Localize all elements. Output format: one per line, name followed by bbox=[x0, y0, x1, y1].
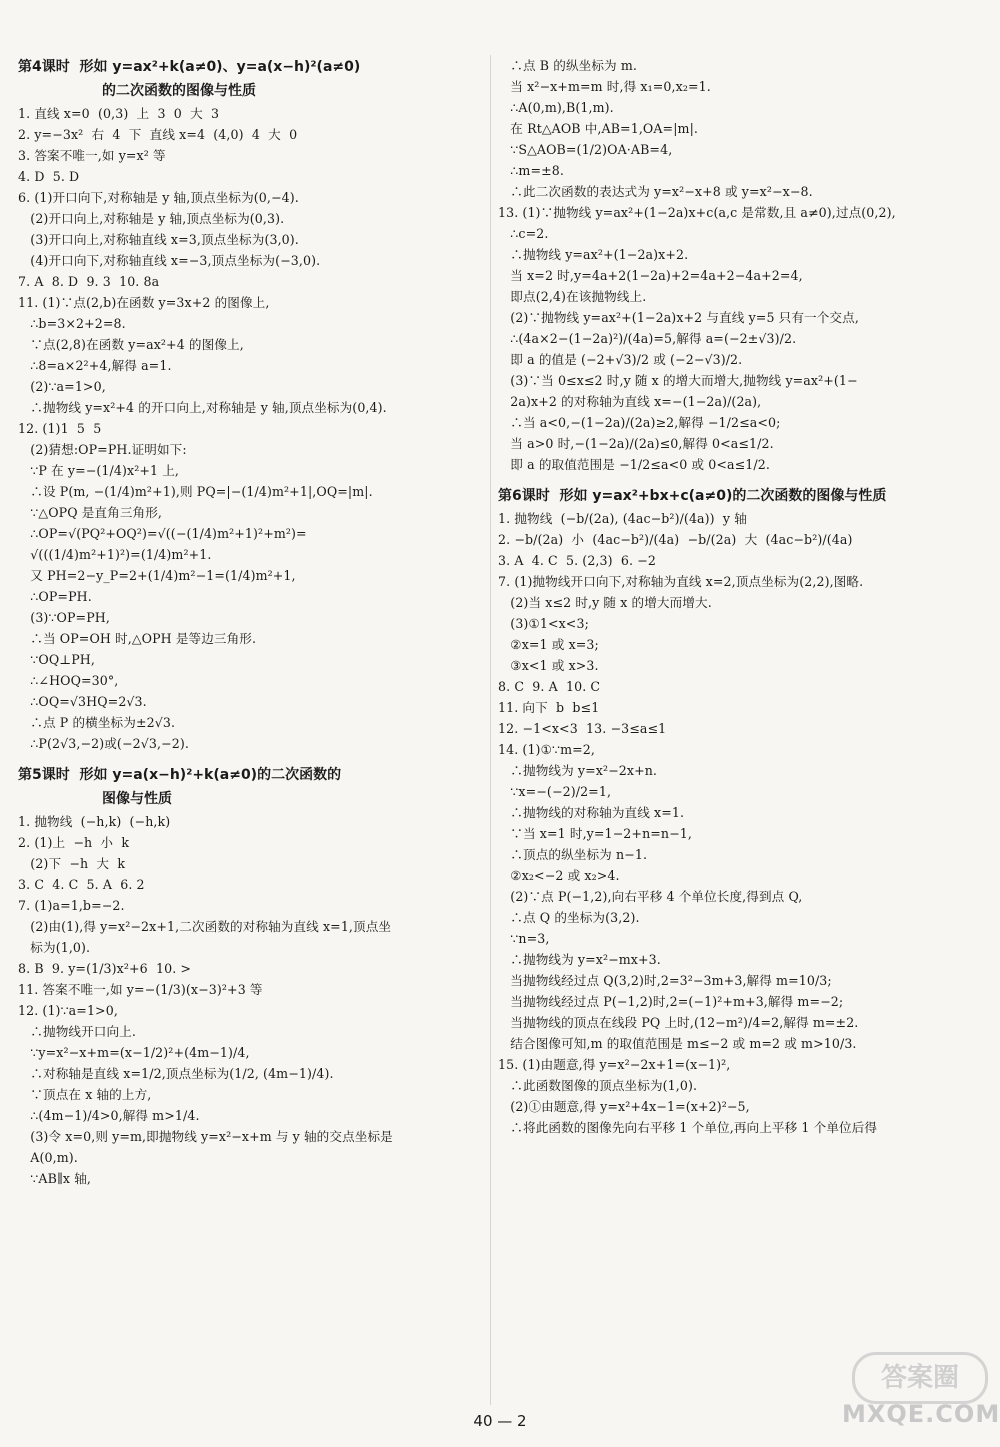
answer-line: 1. 抛物线 (−h,k) (−h,k) bbox=[18, 814, 171, 829]
lesson-6-heading: 第6课时 形如 y=ax²+bx+c(a≠0)的二次函数的图像与性质 bbox=[498, 488, 887, 504]
answer-line: 当抛物线经过点 P(−1,2)时,2=(−1)²+m+3,解得 m=−2; bbox=[498, 994, 844, 1009]
answer-line: 当 x²−x+m=m 时,得 x₁=0,x₂=1. bbox=[498, 79, 711, 94]
answer-line: 11. 答案不唯一,如 y=−(1/3)(x−3)²+3 等 bbox=[18, 982, 263, 997]
answer-line: ∴点 Q 的坐标为(3,2). bbox=[498, 910, 640, 925]
watermark bbox=[842, 1352, 1000, 1442]
answer-line: 7. A 8. D 9. 3 10. 8a bbox=[18, 274, 160, 289]
answer-line: ∴OP=PH. bbox=[18, 589, 92, 604]
answer-line: 7. (1)a=1,b=−2. bbox=[18, 898, 125, 913]
answer-line: 3. A 4. C 5. (2,3) 6. −2 bbox=[498, 553, 656, 568]
answer-line: (4)开口向下,对称轴直线 x=−3,顶点坐标为(−3,0). bbox=[18, 253, 321, 268]
answer-line: ∵当 x=1 时,y=1−2+n=n−1, bbox=[498, 826, 693, 841]
answer-line: 即 a 的值是 (−2+√3)/2 或 (−2−√3)/2. bbox=[498, 352, 743, 367]
watermark-logo: 答案圈 bbox=[852, 1352, 988, 1404]
answer-line: 4. D 5. D bbox=[18, 169, 80, 184]
answer-line: 11. (1)∵点(2,b)在函数 y=3x+2 的图像上, bbox=[18, 295, 270, 310]
answer-line: 15. (1)由题意,得 y=x²−2x+1=(x−1)², bbox=[498, 1057, 731, 1072]
answer-line: √(((1/4)m²+1)²)=(1/4)m²+1. bbox=[18, 547, 212, 562]
answer-line: 即点(2,4)在该抛物线上. bbox=[498, 289, 647, 304]
answer-line: ∴当 a<0,−(1−2a)/(2a)≥2,解得 −1/2≤a<0; bbox=[498, 415, 781, 430]
answer-line: 12. −1<x<3 13. −3≤a≤1 bbox=[498, 721, 667, 736]
answer-line: 2. (1)上 −h 小 k bbox=[18, 835, 130, 850]
answer-line: ∴c=2. bbox=[498, 226, 549, 241]
answer-line: (2)开口向上,对称轴是 y 轴,顶点坐标为(0,3). bbox=[18, 211, 285, 226]
answer-line: ∵顶点在 x 轴的上方, bbox=[18, 1087, 152, 1102]
left-column bbox=[18, 55, 484, 1407]
answer-line: ∴∠HOQ=30°, bbox=[18, 673, 119, 688]
answer-line: (3)令 x=0,则 y=m,即抛物线 y=x²−x+m 与 y 轴的交点坐标是 bbox=[18, 1129, 393, 1144]
answer-line: 3. C 4. C 5. A 6. 2 bbox=[18, 877, 145, 892]
answer-line: ∵y=x²−x+m=(x−1/2)²+(4m−1)/4, bbox=[18, 1045, 250, 1060]
answer-line: ∵n=3, bbox=[498, 931, 550, 946]
answer-line: ②x=1 或 x=3; bbox=[498, 637, 599, 652]
answer-line: ∴抛物线为 y=x²−mx+3. bbox=[498, 952, 661, 967]
answer-line: ∴OP=√(PQ²+OQ²)=√((−(1/4)m²+1)²+m²)= bbox=[18, 526, 307, 541]
right-column bbox=[498, 55, 984, 1407]
watermark-url: MXQE.COM bbox=[842, 1400, 1000, 1428]
answer-line: ∴对称轴是直线 x=1/2,顶点坐标为(1/2, (4m−1)/4). bbox=[18, 1066, 334, 1081]
answer-line: 在 Rt△AOB 中,AB=1,OA=|m|. bbox=[498, 121, 699, 136]
answer-line: ∴将此函数的图像先向右平移 1 个单位,再向上平移 1 个单位后得 bbox=[498, 1120, 878, 1135]
answer-line: (2)∵抛物线 y=ax²+(1−2a)x+2 与直线 y=5 只有一个交点, bbox=[498, 310, 859, 325]
answer-line: ∴b=3×2+2=8. bbox=[18, 316, 126, 331]
answer-line: (3)①1<x<3; bbox=[498, 616, 589, 631]
lesson-5-answers-continued bbox=[498, 55, 984, 475]
answer-line: 1. 抛物线 (−b/(2a), (4ac−b²)/(4a)) y 轴 bbox=[498, 511, 747, 526]
answer-line: 当 x=2 时,y=4a+2(1−2a)+2=4a+2−4a+2=4, bbox=[498, 268, 803, 283]
answer-line: (2)猜想:OP=PH.证明如下: bbox=[18, 442, 187, 457]
answer-line: (3)∵当 0≤x≤2 时,y 随 x 的增大而增大,抛物线 y=ax²+(1− bbox=[498, 373, 858, 388]
answer-line: ∴A(0,m),B(1,m). bbox=[498, 100, 614, 115]
answer-line: 2a)x+2 的对称轴为直线 x=−(1−2a)/(2a), bbox=[498, 394, 762, 409]
lesson-5-answers bbox=[18, 811, 484, 1189]
answer-line: A(0,m). bbox=[18, 1150, 78, 1165]
answer-line: 当抛物线经过点 Q(3,2)时,2=3²−3m+3,解得 m=10/3; bbox=[498, 973, 832, 988]
answer-line: 14. (1)①∵m=2, bbox=[498, 742, 595, 757]
answer-line: 即 a 的取值范围是 −1/2≤a<0 或 0<a≤1/2. bbox=[498, 457, 770, 472]
answer-line: 标为(1,0). bbox=[18, 940, 91, 955]
answer-line: ③x<1 或 x>3. bbox=[498, 658, 599, 673]
lesson-5-heading-cont: 图像与性质 bbox=[102, 791, 172, 807]
answer-line: ∴抛物线的对称轴为直线 x=1. bbox=[498, 805, 685, 820]
answer-line: (3)∵OP=PH, bbox=[18, 610, 110, 625]
answer-line: ∴此函数图像的顶点坐标为(1,0). bbox=[498, 1078, 698, 1093]
answer-line: (2)由(1),得 y=x²−2x+1,二次函数的对称轴为直线 x=1,顶点坐 bbox=[18, 919, 392, 934]
answer-line: 12. (1)1 5 5 bbox=[18, 421, 102, 436]
column-divider bbox=[490, 55, 491, 1405]
answer-line: ∵S△AOB=(1/2)OA·AB=4, bbox=[498, 142, 673, 157]
answer-line: ∵AB∥x 轴, bbox=[18, 1171, 91, 1186]
answer-line: 2. y=−3x² 右 4 下 直线 x=4 (4,0) 4 大 0 bbox=[18, 127, 298, 142]
answer-line: ②x₂<−2 或 x₂>4. bbox=[498, 868, 620, 883]
answer-line: ∴设 P(m, −(1/4)m²+1),则 PQ=|−(1/4)m²+1|,OQ=|m|. bbox=[18, 484, 373, 499]
answer-line: 8. B 9. y=(1/3)x²+6 10. > bbox=[18, 961, 192, 976]
answer-line: ∵OQ⊥PH, bbox=[18, 652, 95, 667]
answer-line: 结合图像可知,m 的取值范围是 m≤−2 或 m=2 或 m>10/3. bbox=[498, 1036, 857, 1051]
answer-line: ∴8=a×2²+4,解得 a=1. bbox=[18, 358, 172, 373]
lesson-4-heading: 第4课时 形如 y=ax²+k(a≠0)、y=a(x−h)²(a≠0) bbox=[18, 59, 361, 75]
answer-line: 13. (1)∵抛物线 y=ax²+(1−2a)x+c(a,c 是常数,且 a≠0),过点(0,2), bbox=[498, 205, 896, 220]
answer-line: ∵△OPQ 是直角三角形, bbox=[18, 505, 162, 520]
answer-line: ∴当 OP=OH 时,△OPH 是等边三角形. bbox=[18, 631, 257, 646]
answer-line: (2)∵点 P(−1,2),向右平移 4 个单位长度,得到点 Q, bbox=[498, 889, 803, 904]
answer-line: ∴m=±8. bbox=[498, 163, 564, 178]
answer-line: (3)开口向上,对称轴直线 x=3,顶点坐标为(3,0). bbox=[18, 232, 299, 247]
lesson-4-heading-cont: 的二次函数的图像与性质 bbox=[102, 83, 256, 99]
answer-line: 8. C 9. A 10. C bbox=[498, 679, 601, 694]
lesson-6-answers bbox=[498, 508, 984, 1138]
answer-line: ∴OQ=√3HQ=2√3. bbox=[18, 694, 147, 709]
answer-line: 11. 向下 b b≤1 bbox=[498, 700, 600, 715]
answer-line: 当抛物线的顶点在线段 PQ 上时,(12−m²)/4=2,解得 m=±2. bbox=[498, 1015, 859, 1030]
answer-line: ∵x=−(−2)/2=1, bbox=[498, 784, 612, 799]
answer-line: 6. (1)开口向下,对称轴是 y 轴,顶点坐标为(0,−4). bbox=[18, 190, 299, 205]
answer-line: 1. 直线 x=0 (0,3) 上 3 0 大 3 bbox=[18, 106, 220, 121]
answer-line: 当 a>0 时,−(1−2a)/(2a)≤0,解得 0<a≤1/2. bbox=[498, 436, 774, 451]
lesson-4-answers bbox=[18, 103, 484, 754]
answer-line: ∴此二次函数的表达式为 y=x²−x+8 或 y=x²−x−8. bbox=[498, 184, 813, 199]
answer-line: (2)下 −h 大 k bbox=[18, 856, 126, 871]
answer-line: 2. −b/(2a) 小 (4ac−b²)/(4a) −b/(2a) 大 (4ac−b²)/(4a) bbox=[498, 532, 853, 547]
answer-line: 12. (1)∵a=1>0, bbox=[18, 1003, 118, 1018]
answer-line: ∴抛物线为 y=x²−2x+n. bbox=[498, 763, 658, 778]
page-number: 40 — 2 bbox=[473, 1412, 527, 1430]
answer-line: ∵P 在 y=−(1/4)x²+1 上, bbox=[18, 463, 180, 478]
answer-line: 3. 答案不唯一,如 y=x² 等 bbox=[18, 148, 166, 163]
answer-line: ∴P(2√3,−2)或(−2√3,−2). bbox=[18, 736, 189, 751]
answer-line: 又 PH=2−y_P=2+(1/4)m²−1=(1/4)m²+1, bbox=[18, 568, 296, 583]
answer-line: ∴抛物线 y=x²+4 的开口向上,对称轴是 y 轴,顶点坐标为(0,4). bbox=[18, 400, 387, 415]
answer-line: (2)∵a=1>0, bbox=[18, 379, 106, 394]
answer-line: ∴点 B 的纵坐标为 m. bbox=[498, 58, 637, 73]
answer-line: ∵点(2,8)在函数 y=ax²+4 的图像上, bbox=[18, 337, 244, 352]
answer-line: ∴点 P 的横坐标为±2√3. bbox=[18, 715, 176, 730]
answer-line: (2)①由题意,得 y=x²+4x−1=(x+2)²−5, bbox=[498, 1099, 750, 1114]
answer-line: (2)当 x≤2 时,y 随 x 的增大而增大. bbox=[498, 595, 712, 610]
answer-line: ∴抛物线开口向上. bbox=[18, 1024, 136, 1039]
lesson-5-heading: 第5课时 形如 y=a(x−h)²+k(a≠0)的二次函数的 bbox=[18, 767, 342, 783]
answer-line: 7. (1)抛物线开口向下,对称轴为直线 x=2,顶点坐标为(2,2),图略. bbox=[498, 574, 864, 589]
answer-line: ∴顶点的纵坐标为 n−1. bbox=[498, 847, 648, 862]
answer-line: ∴抛物线 y=ax²+(1−2a)x+2. bbox=[498, 247, 689, 262]
answer-line: ∴(4a×2−(1−2a)²)/(4a)=5,解得 a=(−2±√3)/2. bbox=[498, 331, 797, 346]
answer-line: ∴(4m−1)/4>0,解得 m>1/4. bbox=[18, 1108, 200, 1123]
